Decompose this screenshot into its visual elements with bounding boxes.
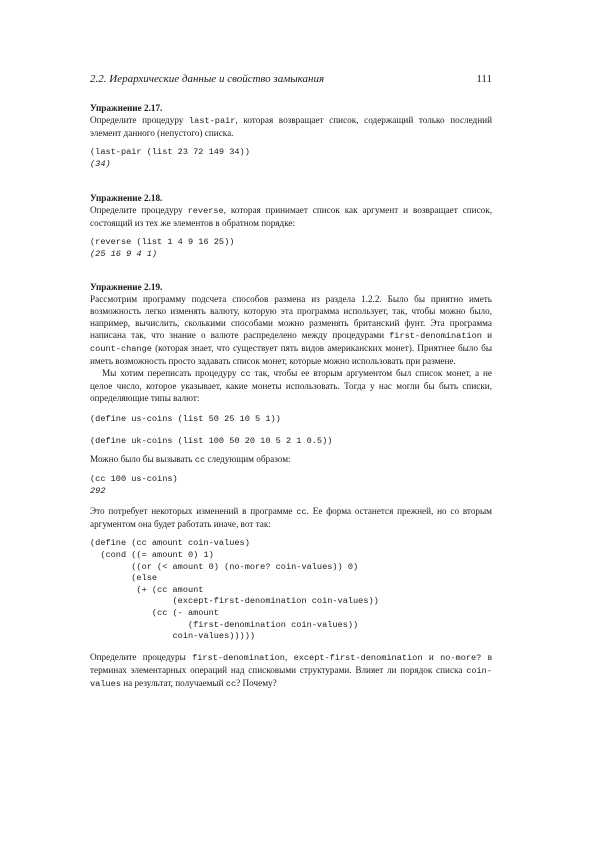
exercise-paragraph-3: Можно было бы вызывать cc следующим образом:	[90, 454, 291, 466]
code-example: (reverse (list 1 4 9 16 25))	[90, 237, 235, 247]
code-result: 292	[90, 485, 106, 496]
inline-code: last-pair	[189, 116, 236, 126]
code-result: (25 16 9 4 1)	[90, 248, 158, 259]
code-result: (34)	[90, 158, 111, 169]
exercise-heading: Упражнение 2.18.	[90, 193, 163, 203]
code-cc-definition: (define (cc amount coin-values) (cond ((= amount 0) 1) ((or (< amount 0) (no-more? coin-values)) 0) (else (+ (cc amount (except-first-denomination coin-values)) (cc (- amount (first-denomination coin-values)) coin-values)))))	[90, 538, 379, 642]
exercise-paragraph-5: Определите процедуры first-denomination, except-first-denomination и no-more? в терминах элементарных операций над списковыми структурами. Влияет ли порядок списка coin-values на результат, получаемый cc? Почему?	[90, 651, 493, 689]
inline-code: reverse	[187, 206, 224, 216]
exercise-paragraph-4: Это потребует некоторых изменений в программе cc. Ее форма останется прежней, но со вторым аргументом она будет работать иначе, вот так:	[90, 506, 492, 530]
exercise-2-17	[90, 102, 492, 170]
inline-code: cc	[194, 455, 206, 466]
inline-code: cc	[225, 678, 237, 689]
inline-code: first-denomination	[389, 331, 482, 341]
exercise-heading: Упражнение 2.17.	[90, 103, 163, 113]
exercise-paragraph-1: Рассмотрим программу подсчета способов размена из раздела 1.2.2. Было бы приятно иметь возможность легко изменять валюту, которую эта программа использует, так, чтобы можно было, например, вычислить, сколькими способами можно разменять британский фунт. Эта программа написана так, что знание о валюте распределено между процедурами first-denomination и count-change (которая знает, что существует пять видов американских монет). Приятнее было бы иметь возможность просто задавать список монет, которые можно использовать при размене.	[90, 294, 492, 366]
header-title: 2.2. Иерархические данные и свойство замыкания	[90, 73, 325, 85]
exercise-2-19	[90, 281, 492, 690]
inline-code: cc	[296, 507, 307, 518]
inline-code: except-first-denomination	[293, 652, 423, 663]
inline-code: first-denomination	[192, 652, 285, 663]
exercise-paragraph-2: Мы хотим переписать процедуру cc так, чтобы ее вторым аргументом был список монет, а не целое число, которое указывает, какие монеты использовать. Тогда у нас могли бы быть списки, определяющие типы валют:	[90, 368, 492, 403]
page-number: 111	[476, 73, 492, 85]
inline-code: count-change	[90, 344, 152, 354]
running-header	[90, 73, 492, 85]
code-cc-call: (cc 100 us-coins)	[90, 474, 178, 485]
code-uk-coins: (define uk-coins (list 100 50 20 10 5 2 1 0.5))	[90, 435, 333, 446]
exercise-2-18	[90, 192, 492, 260]
exercise-text: Определите процедуру last-pair, которая возвращает список, содержащий только последний элемент данного (непустого) списка.	[90, 115, 492, 138]
exercise-heading: Упражнение 2.19.	[90, 282, 163, 292]
exercise-text: Определите процедуру reverse, которая принимает список как аргумент и возвращает список, состоящий из тех же элементов в обратном порядке:	[90, 205, 492, 228]
inline-code: cc	[240, 369, 251, 379]
code-us-coins: (define us-coins (list 50 25 10 5 1))	[90, 414, 281, 424]
inline-code: no-more?	[440, 652, 482, 663]
code-example: (last-pair (list 23 72 149 34))	[90, 147, 250, 157]
inline-code: coin-values	[90, 665, 492, 689]
